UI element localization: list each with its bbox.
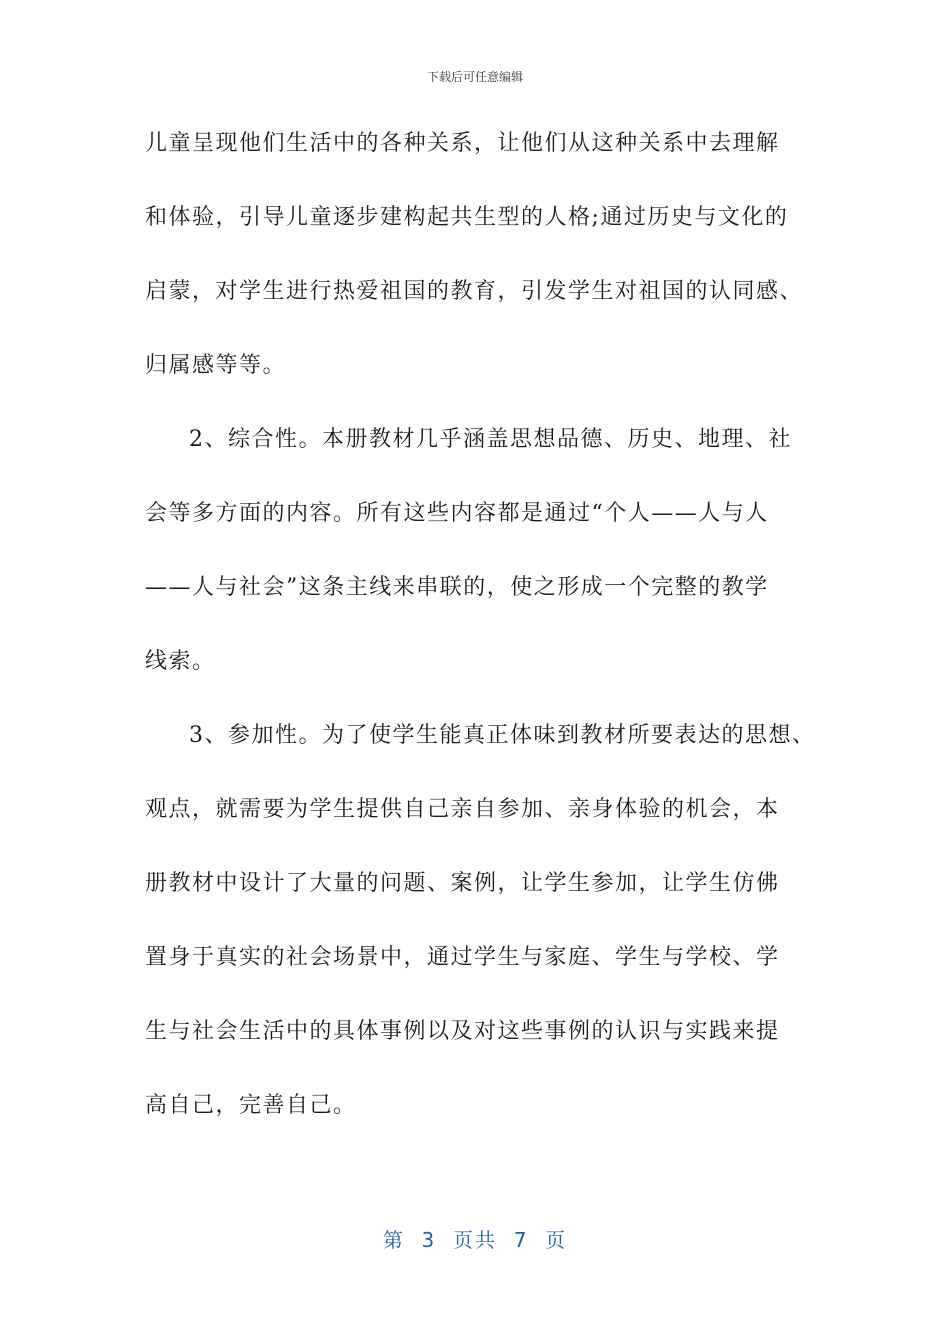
paragraph-line: 归属感等等。: [145, 353, 287, 378]
paragraph-line: 3、参加性。为了使学生能真正体味到教材所要表达的思想、: [189, 723, 816, 748]
paragraph-line: 2、综合性。本册教材几乎涵盖思想品德、历史、地理、社: [189, 427, 792, 452]
paragraph-line: 会等多方面的内容。所有这些内容都是通过“个人——人与人: [145, 501, 769, 526]
paragraph-line: 和体验，引导儿童逐步建构起共生型的人格;通过历史与文化的: [145, 205, 789, 230]
paragraph-line: 启蒙，对学生进行热爱祖国的教育，引发学生对祖国的认同感、: [145, 279, 804, 304]
paragraph-line: 生与社会生活中的具体事例以及对这些事例的认识与实践来提: [145, 1019, 780, 1044]
page-number-footer: [0, 1224, 950, 1253]
paragraph-line: 册教材中设计了大量的问题、案例，让学生参加，让学生仿佛: [145, 871, 780, 896]
paragraph-line: 儿童呈现他们生活中的各种关系，让他们从这种关系中去理解: [145, 131, 780, 156]
page-number-text: 第 3 页共 7 页: [382, 1228, 568, 1252]
paragraph-line: 线索。: [145, 649, 216, 674]
header-note: 下载后可任意编辑: [426, 70, 523, 84]
paragraph-line: 观点，就需要为学生提供自己亲自参加、亲身体验的机会，本: [145, 797, 780, 822]
paragraph-line: 置身于真实的社会场景中，通过学生与家庭、学生与学校、学: [145, 945, 780, 970]
paragraph-line: 高自己，完善自己。: [145, 1093, 357, 1118]
paragraph-line: ——人与社会”这条主线来串联的，使之形成一个完整的教学: [145, 575, 769, 600]
body-text: [145, 118, 825, 1154]
